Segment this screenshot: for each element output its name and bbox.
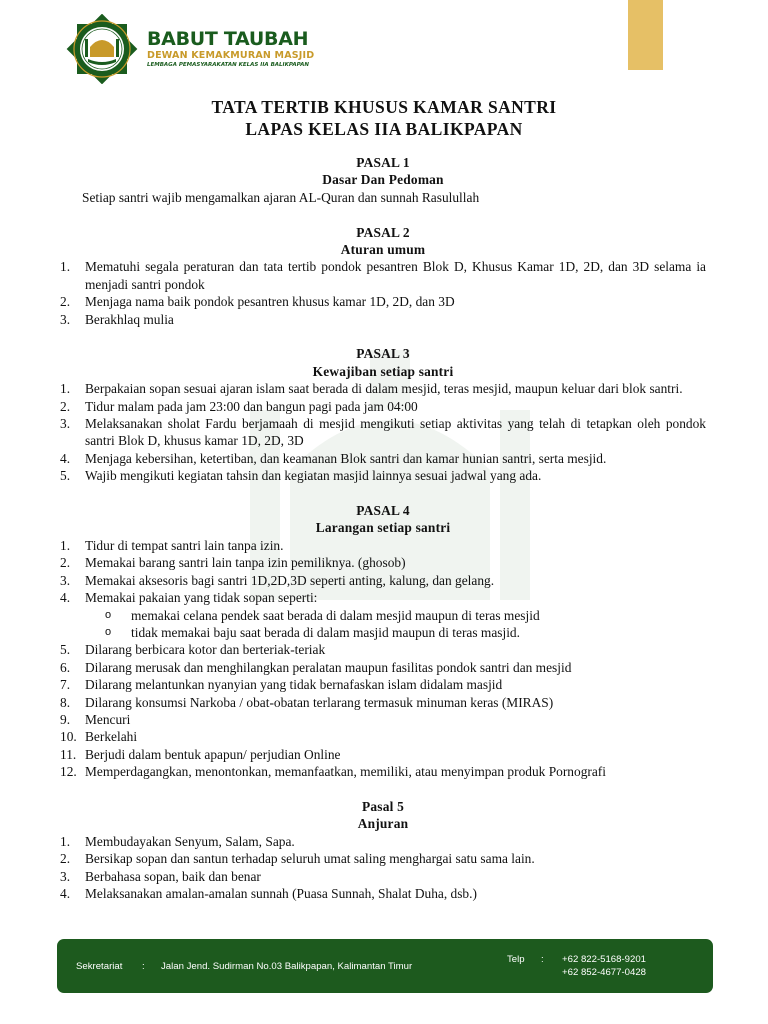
- footer-address: Jalan Jend. Sudirman No.03 Balikpapan, Kalimantan Timur: [161, 961, 413, 972]
- sub-list-item: o memakai celana pendek saat berada di dalam mesjid maupun di teras mesjid: [105, 607, 540, 623]
- list-item: 3. Berakhlaq mulia: [60, 311, 174, 327]
- pasal1-text: Setiap santri wajib mengamalkan ajaran AL-Quran dan sunnah Rasulullah: [82, 189, 480, 205]
- pasal4-sublist: [105, 607, 706, 642]
- pasal3-list: [60, 380, 706, 484]
- bullet-icon: o: [105, 625, 112, 638]
- babut-taubah-emblem-icon: [62, 14, 142, 84]
- list-item: 5. Wajib mengikuti kegiatan tahsin dan kegiatan masjid lainnya sesuai jadwal yang ada.: [60, 468, 542, 484]
- list-item: 2. Memakai barang santri lain tanpa izin pemiliknya. (ghosob): [60, 555, 406, 571]
- sub-list-item: o tidak memakai baju saat berada di dalam masjid maupun di teras masjid.: [105, 624, 520, 640]
- list-item: 4. Melaksanakan amalan-amalan sunnah (Puasa Sunnah, Shalat Duha, dsb.): [60, 886, 477, 901]
- brand-subtitle: DEWAN KEMAKMURAN MASJID: [147, 50, 315, 61]
- list-item: 8. Dilarang konsumsi Narkoba / obat-obatan terlarang termasuk minuman keras (MIRAS): [60, 694, 554, 710]
- pasal1-subheading: Dasar Dan Pedoman: [322, 172, 444, 188]
- pasal3-subheading: Kewajiban setiap santri: [312, 363, 454, 379]
- brand-name: BABUT TAUBAH: [147, 28, 309, 50]
- footer-phone-1: +62 822-5168-9201: [562, 954, 647, 965]
- footer-colon: :: [541, 954, 544, 965]
- list-item: 3. Memakai aksesoris bagi santri 1D,2D,3D seperti anting, kalung, dan gelang.: [60, 572, 495, 588]
- list-item: 5. Dilarang berbicara kotor dan berteriak-teriak: [60, 642, 326, 658]
- list-item: 1. Membudayakan Senyum, Salam, Sapa.: [60, 833, 295, 849]
- list-item: 2. Tidur malam pada jam 23:00 dan bangun pagi pada jam 04:00: [60, 398, 418, 414]
- pasal5-list: [60, 833, 706, 903]
- document-body: [60, 154, 706, 902]
- pasal2-list: [60, 258, 706, 328]
- footer-label: Sekretariat: [76, 961, 123, 972]
- footer-bar: [57, 939, 713, 993]
- pasal1-heading: PASAL 1: [356, 155, 410, 170]
- list-item: 11. Berjudi dalam bentuk apapun/ perjudian Online: [60, 746, 341, 762]
- list-item: 3. Melaksanakan sholat Fardu berjamaah di mesjid mengikuti setiap aktivitas yang telah di tetapkan oleh pondok santri Blok D, khusus kamar 1D, 2D, 3D: [60, 416, 706, 449]
- pasal4-list-a: [60, 537, 706, 607]
- document-title-line2: LAPAS KELAS IIA BALIKPAPAN: [245, 119, 523, 139]
- gold-corner-tab: [628, 0, 663, 70]
- list-item: 1. Mematuhi segala peraturan dan tata tertib pondok pesantren Blok D, Khusus Kamar 1D, 2D, dan 3D selama ia menjadi santri pondok: [60, 259, 706, 292]
- list-item: 12. Memperdagangkan, menontonkan, memanfaatkan, memiliki, atau menyimpan produk Pornografi: [60, 764, 606, 780]
- list-item: 1. Berpakaian sopan sesuai ajaran islam saat berada di dalam mesjid, teras mesjid, maupun keluar dari blok santri.: [60, 381, 683, 397]
- footer-telp-label: Telp: [507, 954, 525, 965]
- pasal5-heading: Pasal 5: [362, 798, 404, 814]
- list-item: 10. Berkelahi: [60, 729, 138, 745]
- list-item: 6. Dilarang merusak dan menghilangkan peralatan maupun fasilitas pondok santri dan mesjid: [60, 659, 572, 675]
- list-item: 1. Tidur di tempat santri lain tanpa izin.: [60, 537, 284, 553]
- document-title-line1: TATA TERTIB KHUSUS KAMAR SANTRI: [211, 97, 557, 117]
- pasal4-subheading: Larangan setiap santri: [315, 520, 451, 536]
- footer-colon: :: [142, 961, 145, 972]
- pasal2-subheading: Aturan umum: [340, 242, 426, 258]
- pasal3-heading: PASAL 3: [356, 346, 410, 362]
- list-item: 7. Dilarang melantunkan nyanyian yang tidak bernafaskan islam didalam masjid: [60, 677, 503, 693]
- list-item: 2. Bersikap sopan dan santun terhadap seluruh umat saling menghargai satu sama lain.: [60, 851, 535, 867]
- list-item: 4. Menjaga kebersihan, ketertiban, dan keamanan Blok santri dan kamar hunian santri, serta mesjid.: [60, 450, 607, 466]
- brand-tagline: LEMBAGA PEMASYARAKATAN KELAS IIA BALIKPAPAN: [147, 62, 309, 68]
- pasal4-list-b: [60, 641, 706, 780]
- footer-phone-2: +62 852-4677-0428: [562, 967, 647, 978]
- brand-block: [147, 28, 314, 69]
- pasal4-heading: PASAL 4: [356, 503, 410, 519]
- pasal5-subheading: Anjuran: [357, 816, 409, 832]
- list-item: 4. Memakai pakaian yang tidak sopan seperti:: [60, 590, 318, 606]
- list-item: 2. Menjaga nama baik pondok pesantren khusus kamar 1D, 2D, dan 3D: [60, 294, 455, 310]
- bullet-icon: o: [105, 608, 112, 621]
- list-item: 3. Berbahasa sopan, baik dan benar: [60, 868, 261, 884]
- pasal2-heading: PASAL 2: [356, 224, 410, 240]
- list-item: 9. Mencuri: [60, 711, 131, 727]
